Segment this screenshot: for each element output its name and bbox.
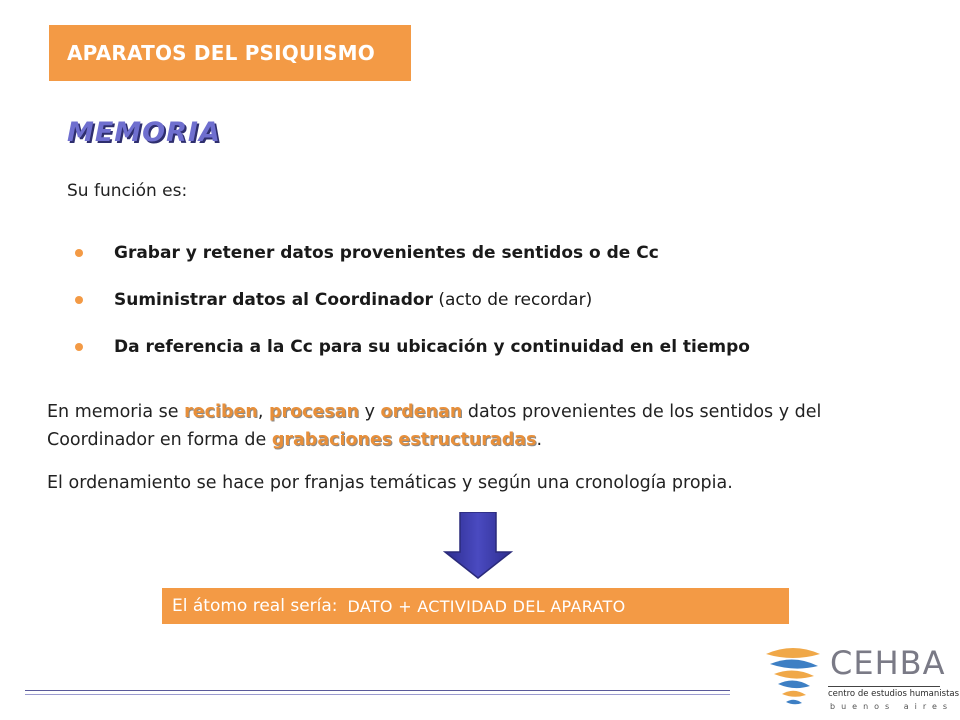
footer-rule (25, 690, 730, 691)
memory-description (47, 398, 927, 454)
logo-city: buenos aires (830, 702, 954, 711)
list-item (72, 334, 750, 381)
highlight-ordenan: ordenan (380, 402, 463, 422)
conclusion-box (162, 588, 789, 624)
spiral-icon (760, 640, 826, 714)
bullet-icon (75, 343, 83, 351)
logo-wordmark: CEHBA (830, 644, 946, 682)
logo-subtitle: centro de estudios humanistas (828, 686, 940, 699)
down-arrow-icon (443, 512, 515, 580)
conclusion-value: DATO + ACTIVIDAD DEL APARATO (347, 596, 626, 616)
text-segment: datos provenientes de los sentidos y del Coordinador en forma de (47, 402, 822, 450)
list-item (72, 240, 750, 287)
ordering-description: El ordenamiento se hace por franjas temáticas y según una cronología propia. (47, 473, 733, 493)
function-list (72, 240, 750, 381)
section-intro: Su función es: (67, 181, 188, 201)
text-segment: , (257, 402, 269, 422)
header-title-box (49, 25, 411, 81)
text-segment: y (359, 402, 381, 422)
header-title: APARATOS DEL PSIQUISMO (67, 41, 375, 65)
text-segment: . (536, 430, 543, 450)
list-item-bold: Suministrar datos al Coordinador (114, 290, 433, 310)
list-item-normal: (acto de recordar) (432, 290, 593, 310)
highlight-grabaciones: grabaciones estructuradas (271, 430, 537, 450)
section-heading: MEMORIA (67, 117, 221, 148)
bullet-icon (75, 296, 83, 304)
highlight-reciben: reciben (184, 402, 258, 422)
list-item (72, 287, 750, 334)
conclusion-label: El átomo real sería: (172, 596, 338, 616)
list-item-bold: Da referencia a la Cc para su ubicación y continuidad en el tiempo (114, 337, 750, 357)
cehba-logo (760, 640, 960, 715)
bullet-icon (75, 249, 83, 257)
text-segment: En memoria se (47, 402, 185, 422)
list-item-bold: Grabar y retener datos provenientes de sentidos o de Cc (114, 243, 659, 263)
highlight-procesan: procesan (268, 402, 360, 422)
footer-rule-secondary (25, 694, 730, 695)
